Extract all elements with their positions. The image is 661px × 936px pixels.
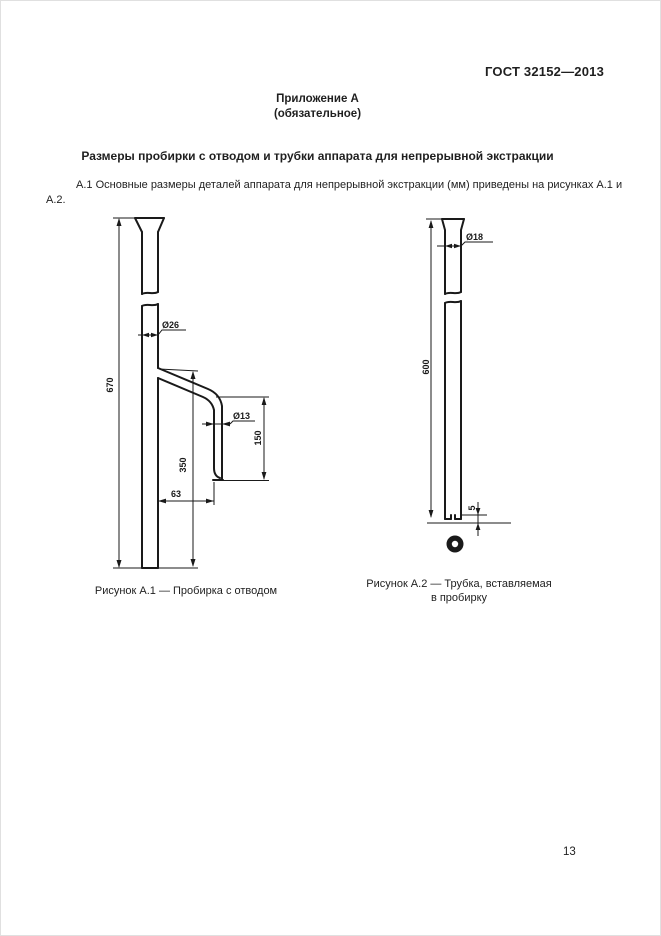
dimension-outlet-diameter: [202, 411, 255, 426]
paragraph-a1: [46, 178, 626, 208]
tube-end-view: [447, 536, 464, 553]
test-tube-outline: [135, 218, 164, 568]
figure-a2-caption-line2: в пробирку: [430, 592, 488, 604]
dim-600-label: 600: [421, 359, 431, 375]
figure-a2-caption: [359, 577, 559, 605]
dimension-outlet-offset: [158, 482, 214, 505]
dimension-total-height: [105, 218, 198, 568]
dimension-tube-length: [421, 219, 442, 518]
figure-a1-caption: Рисунок А.1 — Пробирка с отводом: [94, 585, 278, 597]
dim-d18-label: Ø18: [466, 232, 484, 242]
paragraph-line-2: А.2.: [46, 194, 66, 206]
appendix-type: (обязательное): [273, 108, 362, 120]
dim-d26-label: Ø26: [162, 320, 180, 330]
dimension-bottom-gap: [427, 502, 511, 536]
standard-number: ГОСТ 32152—2013: [485, 64, 604, 79]
dimension-tube-diameter: [138, 320, 186, 337]
insert-tube-outline: [442, 219, 464, 519]
appendix-heading: [1, 92, 634, 122]
dim-5-label: 5: [467, 505, 477, 511]
dim-150-label: 150: [253, 430, 263, 446]
dim-350-label: 350: [178, 457, 188, 473]
dim-63-label: 63: [170, 489, 182, 499]
dimension-outlet-height: [216, 397, 269, 481]
section-title: Размеры пробирки с отводом и трубки аппарата для непрерывной экстракции: [81, 149, 554, 163]
dim-670-label: 670: [105, 377, 115, 393]
dimension-lower-part: [159, 369, 198, 567]
figure-a1-drawing: [96, 206, 296, 576]
figure-a2-drawing: [401, 206, 531, 566]
paragraph-line-1: А.1 Основные размеры деталей аппарата для непрерывной экстракции (мм) приведены на рисунках А.1 и: [76, 179, 623, 191]
figure-a2-caption-line1: Рисунок А.2 — Трубка, вставляемая: [366, 578, 552, 590]
page-number: 13: [563, 846, 576, 858]
dim-d13-label: Ø13: [233, 411, 251, 421]
appendix-title: Приложение А: [276, 93, 359, 105]
